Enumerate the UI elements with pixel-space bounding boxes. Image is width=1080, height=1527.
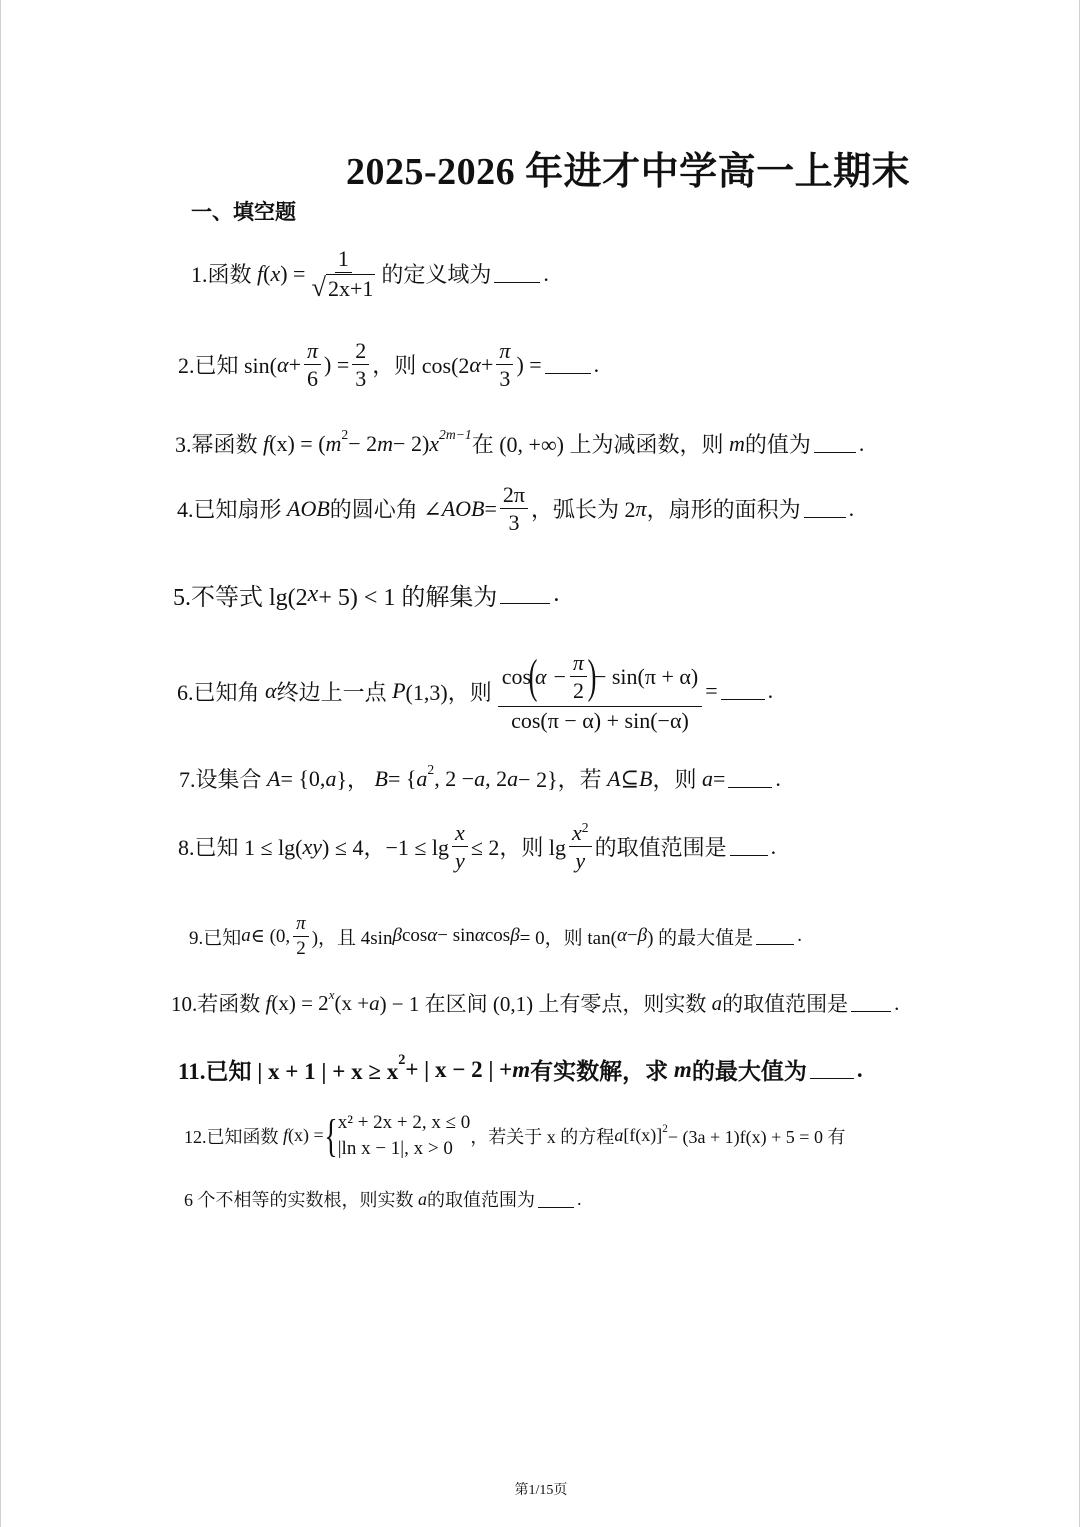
- q1-fraction: 1 √ 2x+1: [311, 246, 374, 303]
- page-number: 第1/15页: [514, 1483, 568, 1498]
- answer-blank: [494, 281, 540, 283]
- answer-blank: [545, 372, 591, 374]
- question-7: 7.设集合 A = {0, a }， B = { a 2 , 2 − a , 2 a − 2}，若 A ⊆ B ，则 a = .: [179, 762, 781, 792]
- question-3: 3.幂函数 f (x) = ( m 2 − 2 m − 2) x 2m−1 在 (0, +∞) 上为减函数，则 m 的值为 .: [175, 427, 865, 457]
- question-12-line-2: 6 个不相等的实数根，则实数 a 的取值范围为 .: [184, 1188, 582, 1210]
- page-title: 2025-2026 年进才中学高一上期末: [346, 151, 911, 193]
- question-12: 12.已知函数 f (x) = { x² + 2x + 2, x ≤ 0 |ln x − 1|, x > 0 ，若关于 x 的方程 a [f(x)] 2 − (3a + 1)f(x) + 5 = 0 有: [184, 1109, 846, 1161]
- answer-blank: [538, 1206, 574, 1208]
- answer-blank: [804, 516, 846, 518]
- question-5: 5.不等式 lg(2 x + 5) < 1 的解集为 .: [173, 581, 560, 611]
- answer-blank: [756, 943, 794, 945]
- section-heading: 一、填空题: [191, 200, 296, 224]
- answer-blank: [851, 1010, 891, 1012]
- question-1: 1.函数 f ( x ) = 1 √ 2x+1 的定义域为 .: [191, 246, 549, 303]
- answer-blank: [721, 698, 765, 700]
- piecewise-cases: x² + 2x + 2, x ≤ 0 |ln x − 1|, x > 0: [337, 1112, 471, 1159]
- question-11: 11.已知 | x + 1 | + x ≥ x 2 + | x − 2 | + m 有实数解，求 m 的最大值为 .: [178, 1052, 863, 1084]
- answer-blank: [730, 854, 768, 856]
- question-6: 6.已知角 α 终边上一点 P (1,3)，则 cos ( α − $\frac{\pi}{2}$ ) − sin(π + α) cos(π − α) + sin(−α) = .: [177, 649, 774, 733]
- question-8: 8.已知 1 ≤ lg( xy ) ≤ 4，−1 ≤ lg $\frac{x}{y}$ ≤ 2，则 lg $\frac{x^2}{y}$ 的取值范围是 .: [178, 819, 777, 874]
- answer-blank: [814, 451, 856, 453]
- question-9: 9.已知 a ∈ (0, $\frac{\pi}{2}$ )，且 4sin β cos α − sin α cos β = 0，则 tan( α − β ) 的最大值是 .: [189, 913, 802, 959]
- question-10: 10.若函数 f (x) = 2 x (x + a ) − 1 在区间 (0,1) 上有零点，则实数 a 的取值范围是 .: [171, 987, 900, 1016]
- answer-blank: [500, 602, 550, 604]
- answer-blank: [810, 1077, 854, 1079]
- question-4: 4.已知扇形 AOB 的圆心角 ∠ AOB = $\frac{2\pi}{3}$ ，弧长为 2 π ，扇形的面积为 .: [177, 482, 855, 536]
- answer-blank: [728, 786, 772, 788]
- question-2: 2.已知 sin( α + $\frac{\pi}{6}$ ) = $\frac{2}{3}$ ，则 cos(2 α + $\frac{\pi}{3}$ ) = .: [178, 338, 600, 392]
- q1-text: 1.函数: [191, 262, 252, 288]
